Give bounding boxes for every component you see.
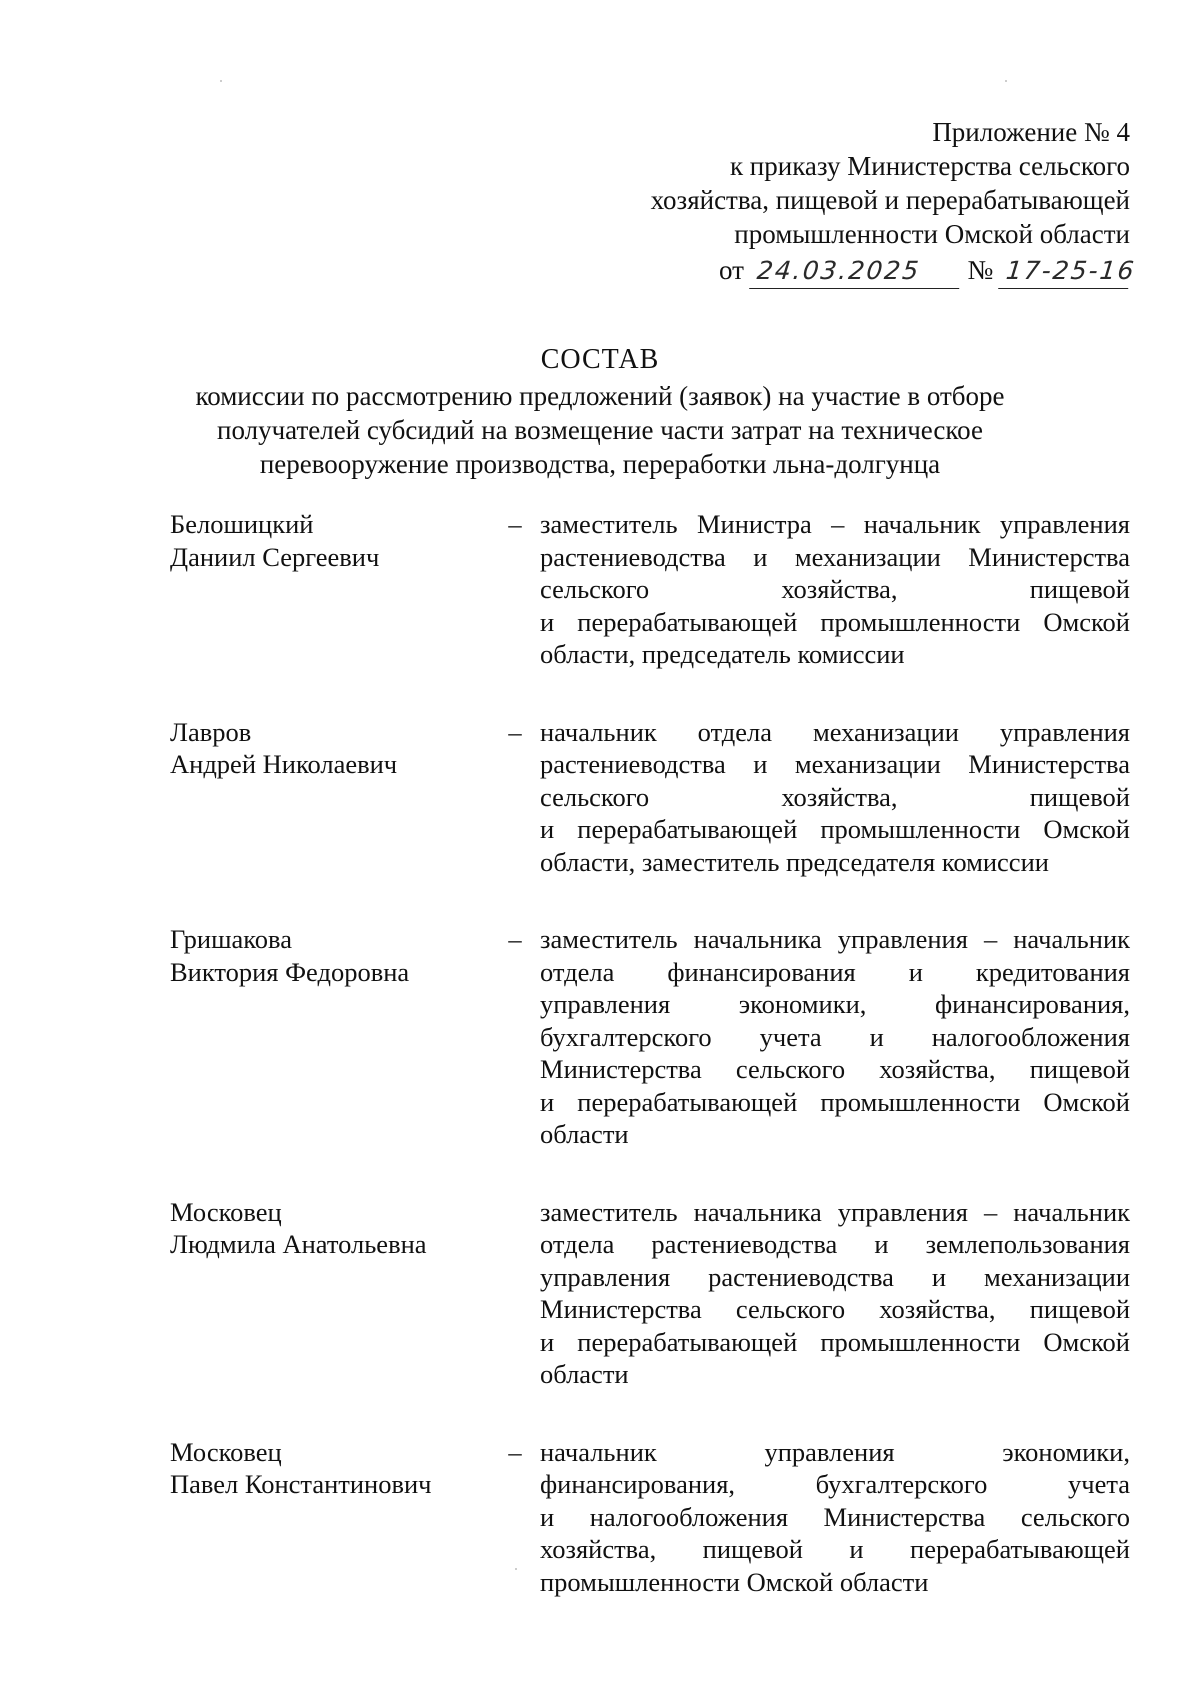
member-name xyxy=(170,923,490,988)
title-line: перевооружение производства, переработки льна-долгунца xyxy=(259,449,941,479)
appendix-line: промышленности Омской области xyxy=(734,219,1130,249)
appendix-line: к приказу Министерства сельского xyxy=(729,151,1130,181)
position-line: промышленности Омской области xyxy=(540,1566,929,1597)
member-surname: Гришакова xyxy=(170,924,292,954)
position-line: начальник управления экономики, xyxy=(540,1436,1130,1467)
position-line: области xyxy=(540,1359,629,1389)
position-line: заместитель Министра – начальник управления xyxy=(540,509,1130,539)
position-line: и перерабатывающей промышленности Омской xyxy=(540,1326,1130,1357)
document-title-block xyxy=(0,343,1200,481)
position-line: Министерства сельского хозяйства, пищевой xyxy=(540,1054,1130,1084)
scan-speck xyxy=(1005,80,1007,82)
position-line: заместитель начальника управления – начальник xyxy=(540,1196,1130,1227)
member-name xyxy=(170,1196,490,1261)
member-surname: Лавров xyxy=(170,716,252,747)
member-position xyxy=(540,923,1130,1151)
member-position xyxy=(540,1436,1130,1599)
position-line: растениеводства и механизации Министерства xyxy=(540,749,1130,779)
member-name xyxy=(170,1436,490,1501)
position-line: сельского хозяйства, пищевой xyxy=(540,781,1130,812)
order-date-number xyxy=(570,253,1138,289)
member-surname: Московец xyxy=(170,1436,282,1467)
position-line: заместитель начальника управления – начальник xyxy=(540,924,1130,954)
member-given-names: Павел Константинович xyxy=(170,1469,432,1499)
position-line: управления растениеводства и механизации xyxy=(540,1261,1130,1292)
member-name xyxy=(170,508,490,573)
member-dash: – xyxy=(508,716,522,747)
member-position xyxy=(540,1196,1130,1391)
order-date: 24.03.2025 xyxy=(749,254,963,289)
member-dash: – xyxy=(508,509,522,539)
member-entry xyxy=(170,716,1130,879)
member-entry xyxy=(170,923,1130,1151)
appendix-header xyxy=(570,115,1138,289)
scan-speck xyxy=(220,80,222,82)
position-line: области, заместитель председателя комиссии xyxy=(540,846,1049,877)
appendix-line: хозяйства, пищевой и перерабатывающей xyxy=(650,185,1130,215)
member-entry xyxy=(170,1436,1130,1599)
member-given-names: Даниил Сергеевич xyxy=(170,541,380,572)
member-position xyxy=(540,508,1130,671)
member-spacer xyxy=(170,1391,1130,1436)
member-position xyxy=(540,716,1130,879)
position-line: отдела растениеводства и землепользования xyxy=(540,1229,1130,1259)
member-given-names: Виктория Федоровна xyxy=(170,956,410,987)
member-given-names: Андрей Николаевич xyxy=(170,749,398,779)
member-dash: – xyxy=(508,924,522,954)
position-line: начальник отдела механизации управления xyxy=(540,716,1130,747)
member-spacer xyxy=(170,671,1130,716)
position-line: хозяйства, пищевой и перерабатывающей xyxy=(540,1534,1130,1564)
position-line: бухгалтерского учета и налогообложения xyxy=(540,1021,1130,1052)
date-prefix: от xyxy=(719,255,744,285)
title-line: получателей субсидий на возмещение части затрат на техническое xyxy=(217,415,983,445)
member-entry xyxy=(170,1196,1130,1391)
position-line: и налогообложения Министерства сельского xyxy=(540,1501,1130,1532)
position-line: финансирования, бухгалтерского учета xyxy=(540,1469,1130,1499)
title-line: комиссии по рассмотрению предложений (заявок) на участие в отборе xyxy=(195,381,1005,411)
number-prefix: № xyxy=(967,255,994,285)
position-line: и перерабатывающей промышленности Омской xyxy=(540,1086,1130,1117)
position-line: Министерства сельского хозяйства, пищевой xyxy=(540,1294,1130,1324)
position-line: отдела финансирования и кредитования xyxy=(540,956,1130,987)
member-entry xyxy=(170,508,1130,671)
position-line: управления экономики, финансирования, xyxy=(540,989,1130,1019)
member-spacer xyxy=(170,1151,1130,1196)
position-line: области, председатель комиссии xyxy=(540,639,905,669)
order-number: 17-25-16 xyxy=(998,254,1132,289)
document-heading: СОСТАВ xyxy=(540,344,660,375)
appendix-title: Приложение № 4 xyxy=(932,117,1130,147)
position-line: и перерабатывающей промышленности Омской xyxy=(540,814,1130,844)
commission-members-list xyxy=(170,508,1130,1598)
position-line: сельского хозяйства, пищевой xyxy=(540,574,1130,604)
member-spacer xyxy=(170,878,1130,923)
member-dash: – xyxy=(508,1436,522,1467)
position-line: растениеводства и механизации Министерства xyxy=(540,541,1130,572)
member-name xyxy=(170,716,490,781)
position-line: и перерабатывающей промышленности Омской xyxy=(540,606,1130,637)
position-line: области xyxy=(540,1119,629,1149)
member-surname: Белошицкий xyxy=(170,509,314,539)
member-given-names: Людмила Анатольевна xyxy=(170,1229,427,1259)
member-surname: Московец xyxy=(170,1196,282,1227)
